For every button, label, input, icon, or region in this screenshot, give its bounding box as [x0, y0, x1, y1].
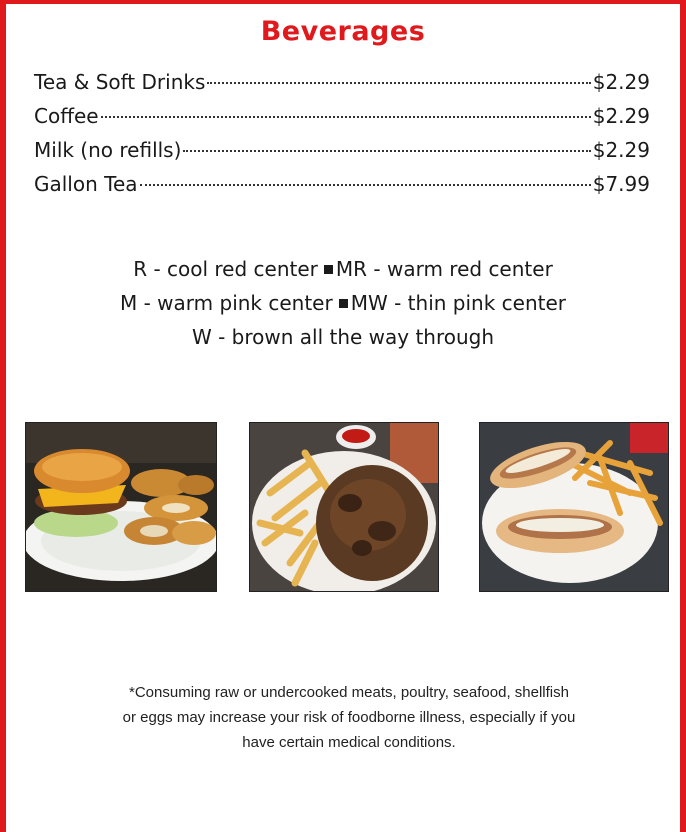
menu-item-price: $7.99 — [592, 172, 650, 196]
section-title: Beverages — [260, 16, 426, 47]
legend-medium-well: MW - thin pink center — [350, 291, 567, 315]
menu-item-row — [34, 104, 650, 138]
legend-line — [6, 320, 680, 354]
menu-item-price: $2.29 — [592, 104, 650, 128]
disclaimer-line: or eggs may increase your risk of foodborne illness, especially if you — [122, 709, 576, 726]
burger-photo — [25, 422, 217, 592]
square-bullet-icon — [339, 299, 348, 308]
dot-leader — [101, 116, 591, 118]
legend-rare: R - cool red center — [133, 257, 318, 281]
menu-item-name: Coffee — [34, 104, 99, 128]
menu-item-row — [34, 70, 650, 104]
menu-item-name: Gallon Tea — [34, 172, 138, 196]
legend-medium: M - warm pink center — [119, 291, 333, 315]
menu-item-price: $2.29 — [592, 70, 650, 94]
disclaimer-line: have certain medical conditions. — [242, 734, 456, 751]
hotdogs-photo — [479, 422, 669, 592]
legend-line — [6, 286, 680, 320]
beverage-price-list — [34, 70, 650, 206]
dot-leader — [207, 82, 590, 84]
menu-item-name: Tea & Soft Drinks — [34, 70, 206, 94]
legend-line — [6, 252, 680, 286]
legend-medium-rare: MR - warm red center — [335, 257, 553, 281]
square-bullet-icon — [324, 265, 333, 274]
doneness-legend — [6, 252, 680, 354]
menu-item-row — [34, 138, 650, 172]
menu-item-name: Milk (no refills) — [34, 138, 182, 162]
dot-leader — [183, 150, 590, 152]
food-safety-disclaimer — [46, 680, 652, 755]
gravy-fries-photo — [249, 422, 439, 592]
dot-leader — [140, 184, 591, 186]
disclaimer-line: *Consuming raw or undercooked meats, poultry, seafood, shellfish — [129, 684, 569, 701]
menu-item-row — [34, 172, 650, 206]
legend-well: W - brown all the way through — [191, 325, 495, 349]
menu-item-price: $2.29 — [592, 138, 650, 162]
